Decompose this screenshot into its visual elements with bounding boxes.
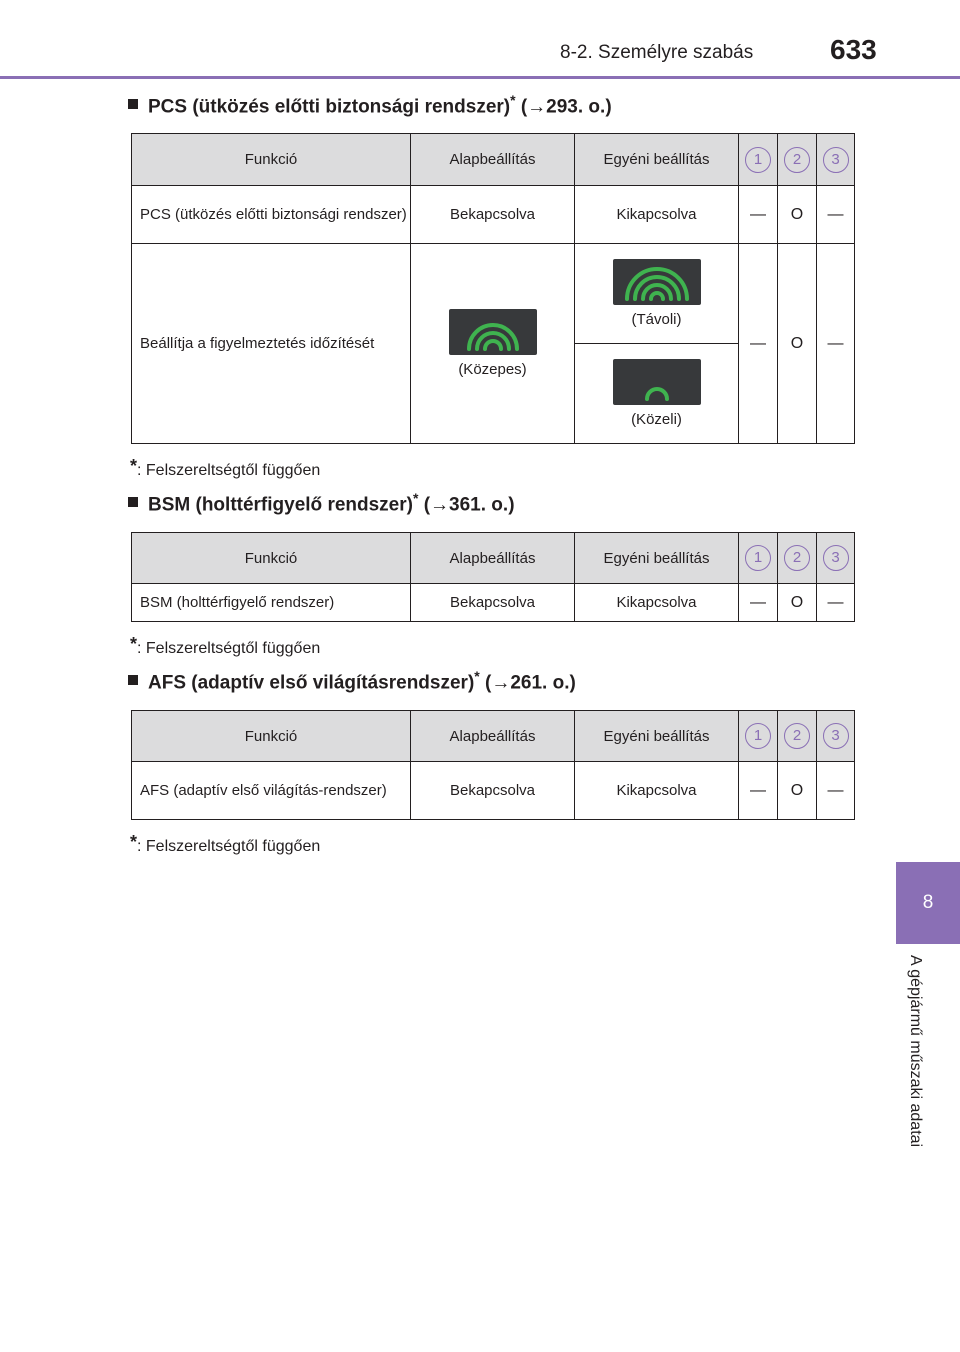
afs-heading (128, 668, 576, 694)
chapter-tab: 8 (896, 862, 960, 944)
col-function: Funkció (244, 151, 298, 168)
chapter-label-text: A gépjármű műszaki adatai (907, 955, 924, 1148)
method-1-value: — (750, 593, 766, 611)
col-divider (777, 533, 778, 621)
custom-cell: Kikapcsolva (616, 594, 697, 611)
method-3-value: — (827, 334, 844, 352)
method-3-value: — (827, 593, 844, 611)
pcs-heading-text: PCS (ütközés előtti biztonsági rendszer) (148, 96, 511, 118)
page-reference: (→261. o.) (485, 672, 576, 694)
default-cell (411, 244, 574, 443)
function-cell: PCS (ütközés előtti biztonsági rendszer) (140, 206, 407, 223)
table-row (132, 186, 854, 243)
col-custom: Egyéni beállítás (603, 727, 710, 745)
method-2-value: O (790, 593, 804, 611)
col-divider (816, 711, 817, 819)
method-3-icon: 3 (823, 545, 849, 571)
table-row (132, 584, 854, 621)
method-3-value: — (827, 781, 844, 799)
afs-heading-text: AFS (adaptív első világításrendszer) (148, 672, 475, 694)
col-function: Funkció (244, 549, 298, 567)
radar-medium-icon (449, 309, 537, 355)
col-default: Alapbeállítás (449, 727, 536, 745)
footnote-asterisk: * (130, 634, 138, 654)
col-divider (777, 711, 778, 819)
col-divider (816, 134, 817, 443)
function-cell: AFS (adaptív első világítás-rendszer) (140, 782, 387, 799)
default-cell: Bekapcsolva (449, 206, 536, 223)
pcs-table (131, 133, 855, 444)
footnote-asterisk: * (130, 832, 138, 852)
col-divider (410, 533, 411, 621)
footnote: *: Felszereltségtől függően (130, 832, 321, 855)
radar-far-caption: (Távoli) (631, 311, 682, 328)
method-1-value: — (750, 334, 766, 352)
col-divider (738, 533, 739, 621)
custom-cell: Kikapcsolva (616, 206, 697, 223)
col-divider (738, 711, 739, 819)
custom-cell: Kikapcsolva (616, 782, 697, 799)
asterisk: * (412, 490, 419, 506)
function-cell: Beállítja a figyelmeztetés időzítését (140, 335, 375, 352)
footnote: *: Felszereltségtől függően (130, 456, 321, 479)
col-divider (738, 134, 739, 443)
method-1-value: — (750, 781, 766, 799)
pcs-heading (128, 92, 612, 118)
radar-near-icon (613, 359, 701, 405)
col-default: Alapbeállítás (449, 151, 536, 168)
radar-near-caption: (Közeli) (631, 411, 682, 428)
radar-medium-caption: (Közepes) (458, 361, 527, 378)
col-custom: Egyéni beállítás (603, 549, 710, 567)
custom-cell-near (575, 344, 738, 443)
method-1-icon: 1 (745, 723, 771, 749)
col-function: Funkció (244, 727, 298, 745)
method-2-value: O (790, 334, 804, 352)
method-3-icon: 3 (823, 147, 849, 173)
method-1-value: — (750, 205, 766, 223)
header-divider (0, 76, 960, 79)
footnote-text: Felszereltségtől függően (145, 640, 321, 657)
col-default: Alapbeállítás (449, 549, 536, 567)
footnote-text: Felszereltségtől függően (145, 838, 321, 855)
col-divider (574, 134, 575, 443)
bsm-heading-text: BSM (holttérfigyelő rendszer) (148, 494, 413, 516)
page-reference: (→361. o.) (423, 494, 515, 516)
footnote: *: Felszereltségtől függően (130, 634, 321, 657)
method-1-icon: 1 (745, 545, 771, 571)
footnote-asterisk: * (130, 456, 138, 476)
col-divider (777, 134, 778, 443)
default-cell: Bekapcsolva (449, 782, 536, 799)
method-3-value: — (827, 205, 844, 223)
bullet-square-icon (128, 497, 138, 507)
custom-cell-far (575, 244, 738, 343)
method-2-value: O (790, 205, 804, 223)
asterisk: * (474, 668, 480, 684)
col-divider (410, 134, 411, 443)
col-custom: Egyéni beállítás (603, 151, 710, 168)
table-header-row (132, 711, 854, 761)
bullet-square-icon (128, 99, 138, 109)
function-cell: BSM (holttérfigyelő rendszer) (140, 594, 335, 611)
col-divider (574, 711, 575, 819)
section-title: 8-2. Személyre szabás (560, 42, 754, 63)
bsm-heading (128, 490, 515, 516)
chapter-label (900, 955, 932, 1205)
table-row (132, 762, 854, 819)
page-number: 633 (830, 34, 877, 65)
table-row (132, 244, 854, 443)
page-reference: (→293. o.) (520, 96, 612, 118)
default-cell: Bekapcsolva (449, 594, 536, 611)
afs-table (131, 710, 855, 820)
bullet-square-icon (128, 675, 138, 685)
radar-far-icon (613, 259, 701, 305)
col-divider (410, 711, 411, 819)
method-2-icon: 2 (784, 545, 810, 571)
method-1-icon: 1 (745, 147, 771, 173)
asterisk: * (510, 92, 516, 108)
method-2-icon: 2 (784, 723, 810, 749)
method-2-value: O (790, 781, 804, 799)
table-header-row (132, 533, 854, 583)
method-2-icon: 2 (784, 147, 810, 173)
bsm-table (131, 532, 855, 622)
table-header-row (132, 134, 854, 185)
footnote-text: Felszereltségtől függően (145, 462, 321, 479)
method-3-icon: 3 (823, 723, 849, 749)
col-divider (574, 533, 575, 621)
col-divider (816, 533, 817, 621)
